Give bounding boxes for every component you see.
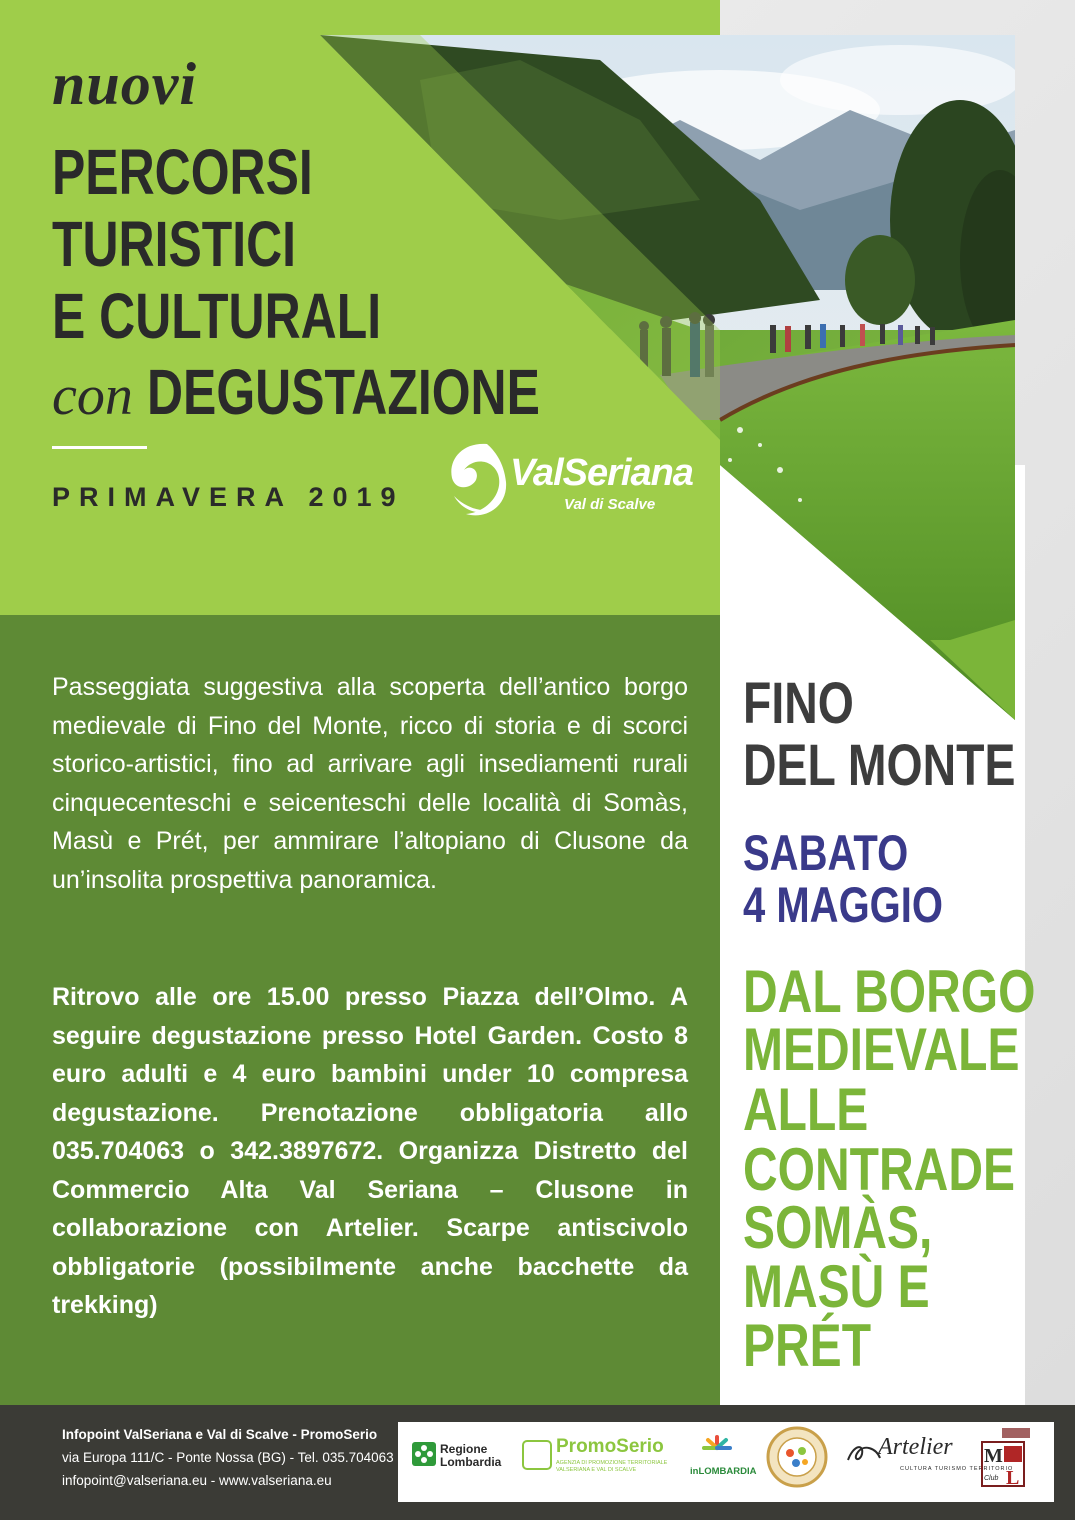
subtitle-line-7: PRÉT (743, 1312, 872, 1379)
footer-address: via Europa 111/C - Ponte Nossa (BG) - Tel. 035.704063 (62, 1450, 394, 1465)
distretto-commercio-seal-icon (766, 1426, 828, 1488)
subtitle-line-3: ALLE (743, 1076, 869, 1143)
subtitle-line-1: DAL BORGO (743, 958, 1036, 1025)
logo-regione-lombardia: Regione Lombardia (440, 1442, 502, 1469)
title-nuovi: nuovi (52, 51, 198, 117)
logo-promoserio: PromoSerio (556, 1436, 664, 1457)
title-degustazione: DEGUSTAZIONE (146, 356, 540, 428)
logo-artelier: Artelier (878, 1434, 953, 1460)
footer-infopoint: Infopoint ValSeriana e Val di Scalve - PromoSerio (62, 1427, 378, 1442)
promoserio-icon (522, 1440, 552, 1470)
location-line-1: FINO (743, 671, 854, 736)
subtitle-line-2: MEDIEVALE (743, 1016, 1020, 1083)
svg-text:L: L (1006, 1467, 1020, 1489)
logo-val-di-scalve: Val di Scalve (564, 496, 656, 513)
title-line-percorsi: PERCORSI (52, 136, 313, 208)
subtitle-line-5: SOMÀS, (743, 1194, 933, 1261)
date-weekday: SABATO (743, 825, 909, 881)
subtitle-line-4: CONTRADE (743, 1136, 1015, 1203)
date-day: 4 MAGGIO (743, 877, 944, 933)
location-line-2: DEL MONTE (743, 733, 1016, 798)
event-info: Ritrovo alle ore 15.00 presso Piazza dell’Olmo. A seguire degustazione presso Hotel Garden. Costo 8 euro adulti e 4 euro bambini under 10 compresa degustazione. Prenotazione obbligatoria allo 035.704063 o 342.3897672. Organizza Distretto del Commercio Alta Val Seriana – Clusone in collaborazione con Artelier. Scarpe antiscivolo obbligatorie (possibilmente anche bacchette da trekking) (52, 983, 688, 1319)
title-line-turistici: TURISTICI (52, 208, 297, 280)
inlombardia-icon (694, 1434, 740, 1460)
footer-contacts: infopoint@valseriana.eu - www.valseriana.eu (62, 1473, 332, 1488)
subtitle-line-6: MASÙ E (743, 1253, 930, 1320)
artelier-swirl-icon (846, 1440, 882, 1466)
logo-valseriana: ValSeriana (510, 452, 693, 494)
svg-text:Club: Club (984, 1475, 999, 1482)
title-divider (52, 446, 147, 449)
valseriana-logo-icon (442, 440, 512, 522)
ml-club-logo-icon (976, 1426, 1032, 1490)
title-line-degustazione (52, 355, 651, 429)
logo-promoserio-subtitle: AGENZIA DI PROMOZIONE TERRITORIALE VALSERIANA E VAL DI SCALVE (556, 1460, 668, 1473)
title-line-culturali: E CULTURALI (52, 280, 382, 352)
logo-artelier-subtitle: CULTURA TURISMO TERRITORIO (900, 1466, 1014, 1472)
regione-lombardia-icon (412, 1442, 436, 1466)
event-description: Passeggiata suggestiva alla scoperta dell’antico borgo medievale di Fino del Monte, ricco di storia e di scorci storico-artistici, fino ad arrivare agli insediamenti rurali cinquecenteschi e seicenteschi delle località di Somàs, Masù e Prét, per ammirare l’altopiano di Clusone da un’insolita prospettiva panoramica. (52, 673, 688, 894)
title-con: con (52, 365, 133, 427)
logo-inlombardia: inLOMBARDIA (690, 1466, 757, 1477)
svg-text:M: M (984, 1445, 1003, 1467)
season-label: PRIMAVERA 2019 (52, 482, 405, 512)
